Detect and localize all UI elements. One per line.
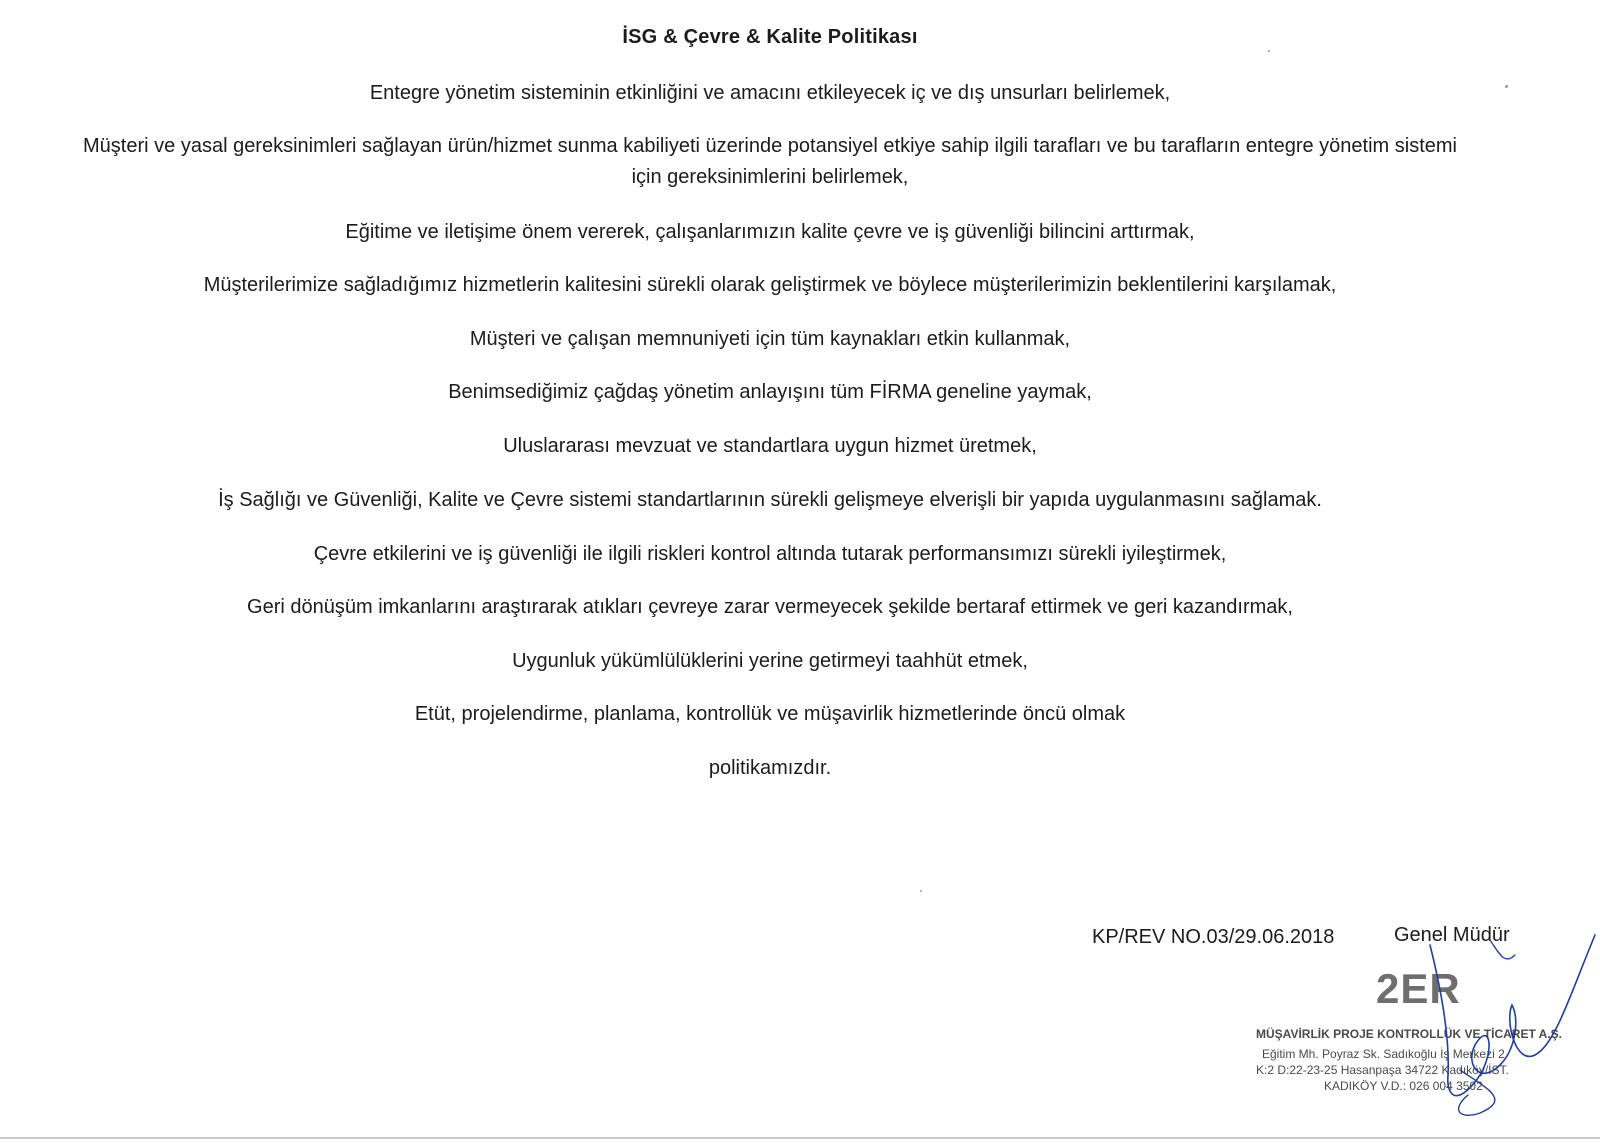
stamp-tax-office: KADIKÖY V.D.: 026 004 3502 — [1324, 1079, 1483, 1093]
scan-speck — [1505, 85, 1508, 88]
policy-paragraph: İş Sağlığı ve Güvenliği, Kalite ve Çevre sistemi standartlarının sürekli gelişmeye elverişli bir yapıda uygulanmasını sağlamak. — [218, 489, 1322, 511]
policy-paragraph: Etüt, projelendirme, planlama, kontrollük ve müşavirlik hizmetlerinde öncü olmak — [414, 703, 1126, 725]
scan-speck — [920, 890, 922, 892]
company-logo: 2ER — [1376, 965, 1461, 1012]
policy-paragraph: Müşteri ve yasal gereksinimleri sağlayan ürün/hizmet sunma kabiliyeti üzerinde potansiyel etkiye sahip ilgili tarafları ve bu tarafların entegre yönetim sistemi — [83, 135, 1457, 157]
policy-paragraph: Uluslararası mevzuat ve standartlara uygun hizmet üretmek, — [503, 435, 1037, 457]
document-title: İSG & Çevre & Kalite Politikası — [622, 26, 918, 48]
policy-paragraph: Entegre yönetim sisteminin etkinliğini ve amacını etkileyecek iç ve dış unsurları belirlemek, — [369, 82, 1171, 104]
policy-paragraph: Benimsediğimiz çağdaş yönetim anlayışını tüm FİRMA geneline yaymak, — [448, 381, 1092, 403]
stamp-address-line: K:2 D:22-23-25 Hasanpaşa 34722 Kadıköy/İST. — [1256, 1063, 1509, 1077]
policy-paragraph: Müşterilerimize sağladığımız hizmetlerin kalitesini sürekli olarak geliştirmek ve böylece müşterilerimizin beklentilerini karşılamak, — [203, 274, 1337, 296]
signature-scribble — [1420, 925, 1600, 1125]
signatory-role: Genel Müdür — [1394, 924, 1510, 946]
stamp-address-line: Eğitim Mh. Poyraz Sk. Sadıkoğlu İş Merkezi 2 — [1262, 1047, 1505, 1061]
policy-paragraph: Eğitime ve iletişime önem vererek, çalışanlarımızın kalite çevre ve iş güvenliği bilincini arttırmak, — [345, 221, 1195, 243]
policy-paragraph-continuation: için gereksinimlerini belirlemek, — [631, 166, 909, 188]
policy-paragraph: Geri dönüşüm imkanlarını araştırarak atıkları çevreye zarar vermeyecek şekilde bertaraf ettirmek ve geri kazandırmak, — [247, 596, 1293, 618]
revision-number: KP/REV NO.03/29.06.2018 — [1092, 926, 1335, 948]
policy-paragraph: Müşteri ve çalışan memnuniyeti için tüm kaynakları etkin kullanmak, — [469, 328, 1071, 350]
policy-closing: politikamızdır. — [708, 757, 832, 779]
scan-speck — [1268, 50, 1270, 52]
policy-paragraph: Uygunluk yükümlülüklerini yerine getirmeyi taahhüt etmek, — [512, 650, 1028, 672]
page-bottom-edge — [0, 1137, 1600, 1139]
policy-paragraph: Çevre etkilerini ve iş güvenliği ile ilgili riskleri kontrol altında tutarak performansımızı sürekli iyileştirmek, — [313, 543, 1227, 565]
stamp-company-name: MÜŞAVİRLİK PROJE KONTROLLÜK VE TİCARET A.Ş. — [1256, 1027, 1563, 1041]
